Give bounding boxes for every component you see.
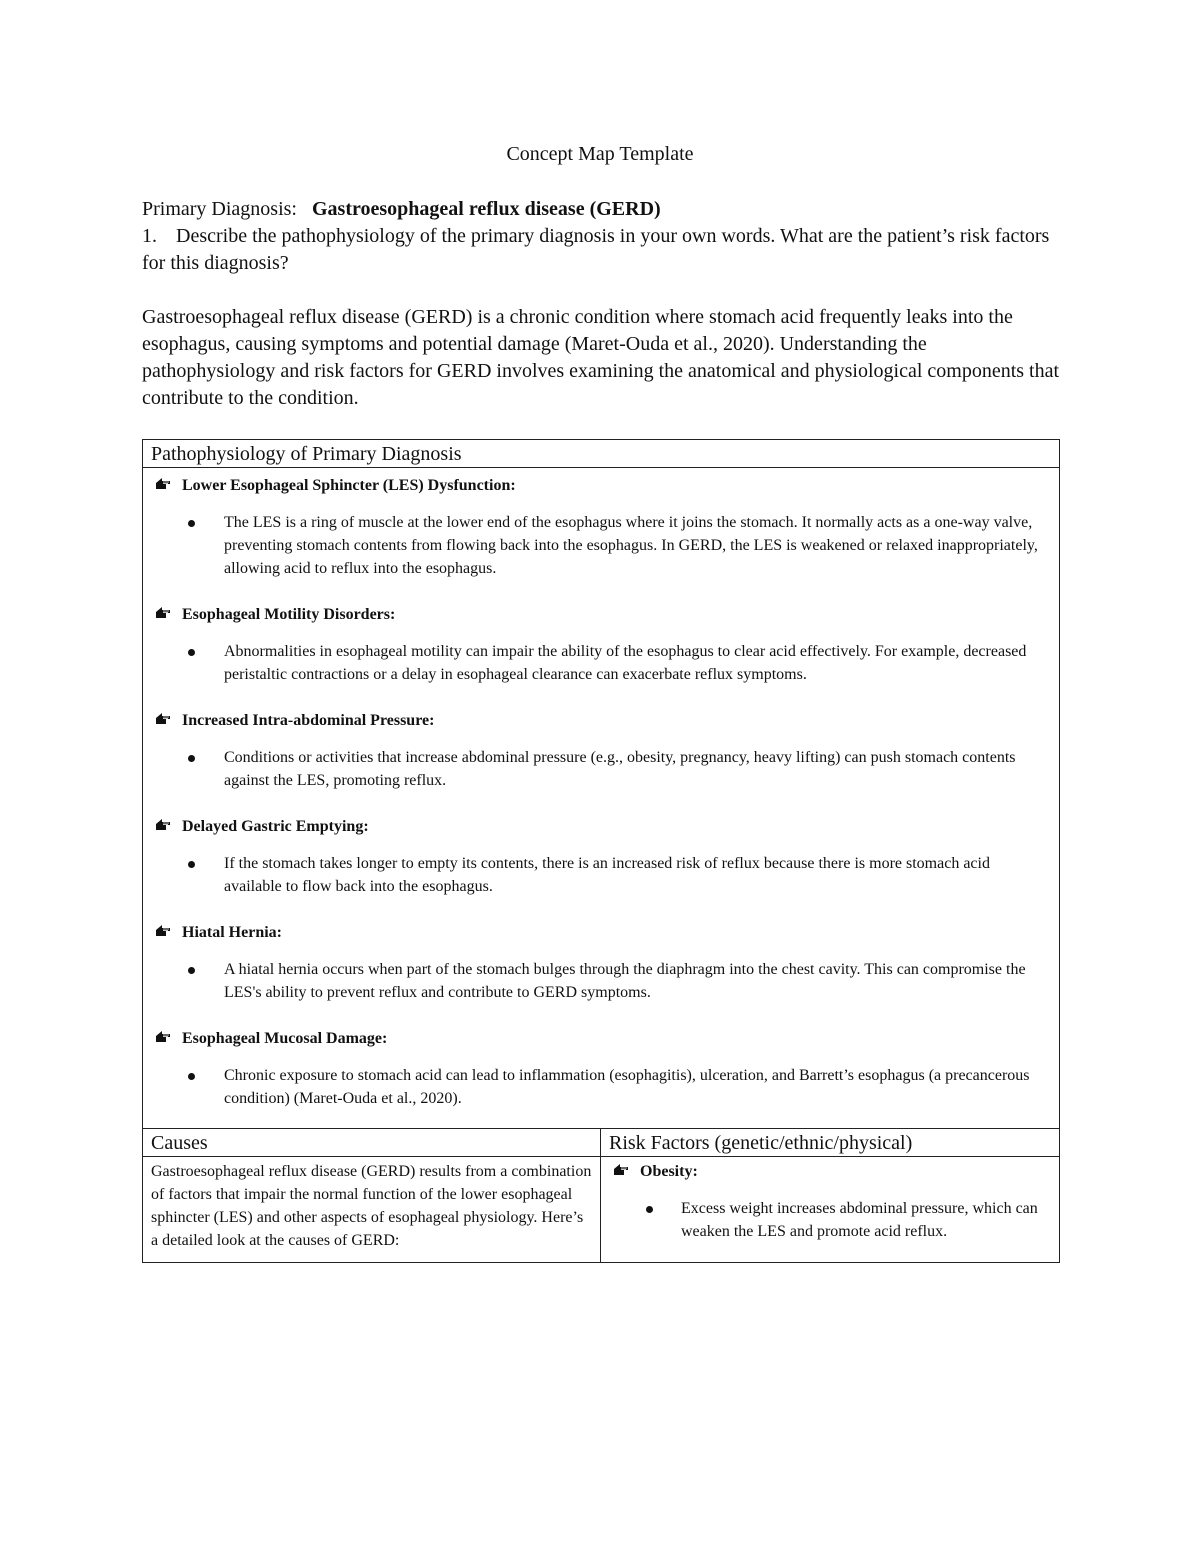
point-text: The LES is a ring of muscle at the lower end of the esophagus where it joins the stomach. It normally acts as a one-way valve, preventing stomach contents from flowing back into the esophagus. In GERD, the LES is weakened or relaxed inappropriately, allowing acid to reflux into the esophagus. <box>224 514 1038 577</box>
patho-section-heading <box>155 1027 1049 1050</box>
section-heading-text: Esophageal Motility Disorders: <box>182 606 396 623</box>
risk-point-list <box>613 1197 1051 1243</box>
patho-point-list <box>155 958 1049 1004</box>
risk-factors-header: Risk Factors (genetic/ethnic/physical) <box>601 1129 1060 1157</box>
pointing-hand-icon <box>155 474 175 497</box>
pointing-hand-icon <box>613 1160 633 1183</box>
pointing-hand-icon <box>155 921 175 944</box>
patho-section-heading <box>155 921 1049 944</box>
list-item <box>155 640 1049 686</box>
point-text: If the stomach takes longer to empty its contents, there is an increased risk of reflux because there is more stomach acid available to flow back into the esophagus. <box>224 855 990 895</box>
pointing-hand-icon <box>155 603 175 626</box>
list-item <box>155 511 1049 580</box>
section-heading-text: Obesity: <box>640 1163 698 1180</box>
pathophysiology-body <box>143 468 1060 1129</box>
patho-section <box>155 474 1049 580</box>
pointing-hand-icon <box>155 709 175 732</box>
section-heading-text: Delayed Gastric Emptying: <box>182 818 369 835</box>
pointing-hand-icon <box>155 815 175 838</box>
patho-section <box>155 921 1049 1004</box>
list-item <box>155 958 1049 1004</box>
primary-diagnosis-line <box>142 196 1062 223</box>
patho-point-list <box>155 746 1049 792</box>
pointing-hand-icon <box>155 1027 175 1050</box>
bullet-dot-icon <box>188 755 195 762</box>
risk-factors-sections <box>613 1160 1051 1243</box>
risk-factors-body <box>601 1157 1060 1263</box>
point-text: Chronic exposure to stomach acid can lead to inflammation (esophagitis), ulceration, and Barrett’s esophagus (a precancerous condition) (Maret-Ouda et al., 2020). <box>224 1067 1030 1107</box>
patho-point-list <box>155 640 1049 686</box>
question-1 <box>142 223 1062 277</box>
bullet-dot-icon <box>188 967 195 974</box>
bullet-dot-icon <box>188 649 195 656</box>
patho-section <box>155 1027 1049 1110</box>
section-heading-text: Esophageal Mucosal Damage: <box>182 1030 388 1047</box>
bullet-dot-icon <box>188 861 195 868</box>
risk-section-heading <box>613 1160 1051 1183</box>
patho-section-heading <box>155 815 1049 838</box>
patho-section-heading <box>155 709 1049 732</box>
bullet-dot-icon <box>646 1206 653 1213</box>
section-heading-text: Lower Esophageal Sphincter (LES) Dysfunction: <box>182 477 516 494</box>
primary-diagnosis-label: Primary Diagnosis: <box>142 198 297 220</box>
causes-body: Gastroesophageal reflux disease (GERD) results from a combination of factors that impair the normal function of the lower esophageal sphincter (LES) and other aspects of esophageal physiology. Here’s a detailed look at the causes of GERD: <box>143 1157 601 1263</box>
section-heading-text: Increased Intra-abdominal Pressure: <box>182 712 435 729</box>
page-title: Concept Map Template <box>506 143 694 165</box>
list-item <box>155 746 1049 792</box>
patho-point-list <box>155 852 1049 898</box>
bullet-dot-icon <box>188 520 195 527</box>
list-item <box>155 852 1049 898</box>
point-text: A hiatal hernia occurs when part of the stomach bulges through the diaphragm into the chest cavity. This can compromise the LES's ability to prevent reflux and contribute to GERD symptoms. <box>224 961 1026 1001</box>
patho-point-list <box>155 1064 1049 1110</box>
patho-section <box>155 709 1049 792</box>
pathophysiology-header: Pathophysiology of Primary Diagnosis <box>143 440 1060 468</box>
question-text: Describe the pathophysiology of the primary diagnosis in your own words. What are the patient’s risk factors for this diagnosis? <box>142 225 1050 274</box>
pathophysiology-sections <box>155 474 1049 1110</box>
list-item <box>613 1197 1051 1243</box>
point-text: Excess weight increases abdominal pressure, which can weaken the LES and promote acid reflux. <box>681 1200 1038 1240</box>
patho-section-heading <box>155 474 1049 497</box>
risk-section <box>613 1160 1051 1243</box>
section-heading-text: Hiatal Hernia: <box>182 924 282 941</box>
list-item <box>155 1064 1049 1110</box>
point-text: Abnormalities in esophageal motility can impair the ability of the esophagus to clear acid effectively. For example, decreased peristaltic contractions or a delay in esophageal clearance can exacerbate reflux symptoms. <box>224 643 1027 683</box>
patho-section-heading <box>155 603 1049 626</box>
bullet-dot-icon <box>188 1073 195 1080</box>
question-number: 1. <box>142 225 157 247</box>
patho-section <box>155 603 1049 686</box>
primary-diagnosis-value: Gastroesophageal reflux disease (GERD) <box>312 198 661 220</box>
patho-point-list <box>155 511 1049 580</box>
intro-block <box>142 196 1062 412</box>
patho-section <box>155 815 1049 898</box>
point-text: Conditions or activities that increase abdominal pressure (e.g., obesity, pregnancy, heavy lifting) can push stomach contents against the LES, promoting reflux. <box>224 749 1016 789</box>
causes-header: Causes <box>143 1129 601 1157</box>
intro-paragraph: Gastroesophageal reflux disease (GERD) is a chronic condition where stomach acid frequently leaks into the esophagus, causing symptoms and potential damage (Maret-Ouda et al., 2020). Understanding the pathophysiology and risk factors for GERD involves examining the anatomical and physiological components that contribute to the condition. <box>142 306 1060 409</box>
concept-map-table <box>142 439 1060 1263</box>
